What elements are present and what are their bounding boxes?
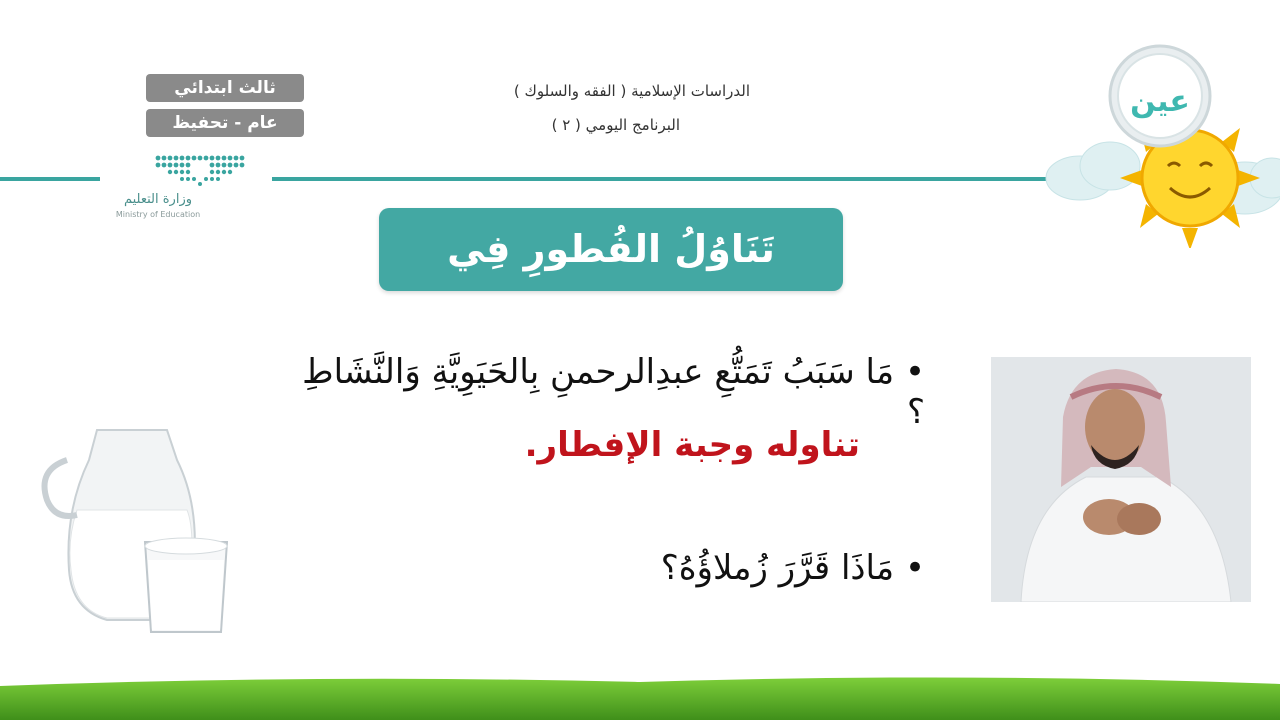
- question-1-text: مَا سَبَبُ تَمَتُّعِ عبدِالرحمنِ بِالحَيَوِيَّةِ وَالنَّشَاطِ ؟: [302, 352, 925, 432]
- signer-person-icon: [991, 357, 1251, 602]
- separator-line: [0, 177, 100, 181]
- separator-line: [272, 177, 1052, 181]
- sun-cloud-icon: [1040, 38, 1280, 248]
- grade-badge: ثالث ابتدائي: [146, 74, 304, 102]
- track-badge: عام - تحفيظ: [146, 109, 304, 137]
- milk-image: [27, 420, 240, 650]
- program-title: البرنامج اليومي ( ٢ ): [551, 116, 680, 134]
- ministry-name-ar: وزارة التعليم: [123, 192, 193, 207]
- grass-footer: [0, 672, 1280, 720]
- ministry-logo: [112, 152, 252, 224]
- bullet-icon: •: [904, 352, 925, 392]
- question-2: [580, 548, 925, 588]
- bullet-icon: •: [904, 548, 925, 588]
- question-2-text: مَاذَا قَرَّرَ زُملاؤُهُ؟: [660, 548, 895, 588]
- channel-logo: عين: [1130, 84, 1190, 119]
- ministry-dots-icon: [112, 152, 252, 192]
- sign-language-video: [991, 357, 1251, 602]
- milk-jug-glass-icon: [27, 420, 240, 650]
- question-1: [300, 352, 925, 432]
- ministry-name-en: Ministry of Education: [115, 210, 201, 219]
- lesson-title-box: [379, 208, 843, 354]
- sun-decoration: [1040, 38, 1280, 248]
- subject-title: الدراسات الإسلامية ( الفقه والسلوك ): [513, 82, 750, 100]
- grass-icon: [0, 672, 1280, 720]
- lesson-title: تَنَاوُلُ الفُطورِ فِي المَنْزِل:: [447, 227, 775, 354]
- answer-1: تناوله وجبة الإفطار.: [524, 425, 860, 465]
